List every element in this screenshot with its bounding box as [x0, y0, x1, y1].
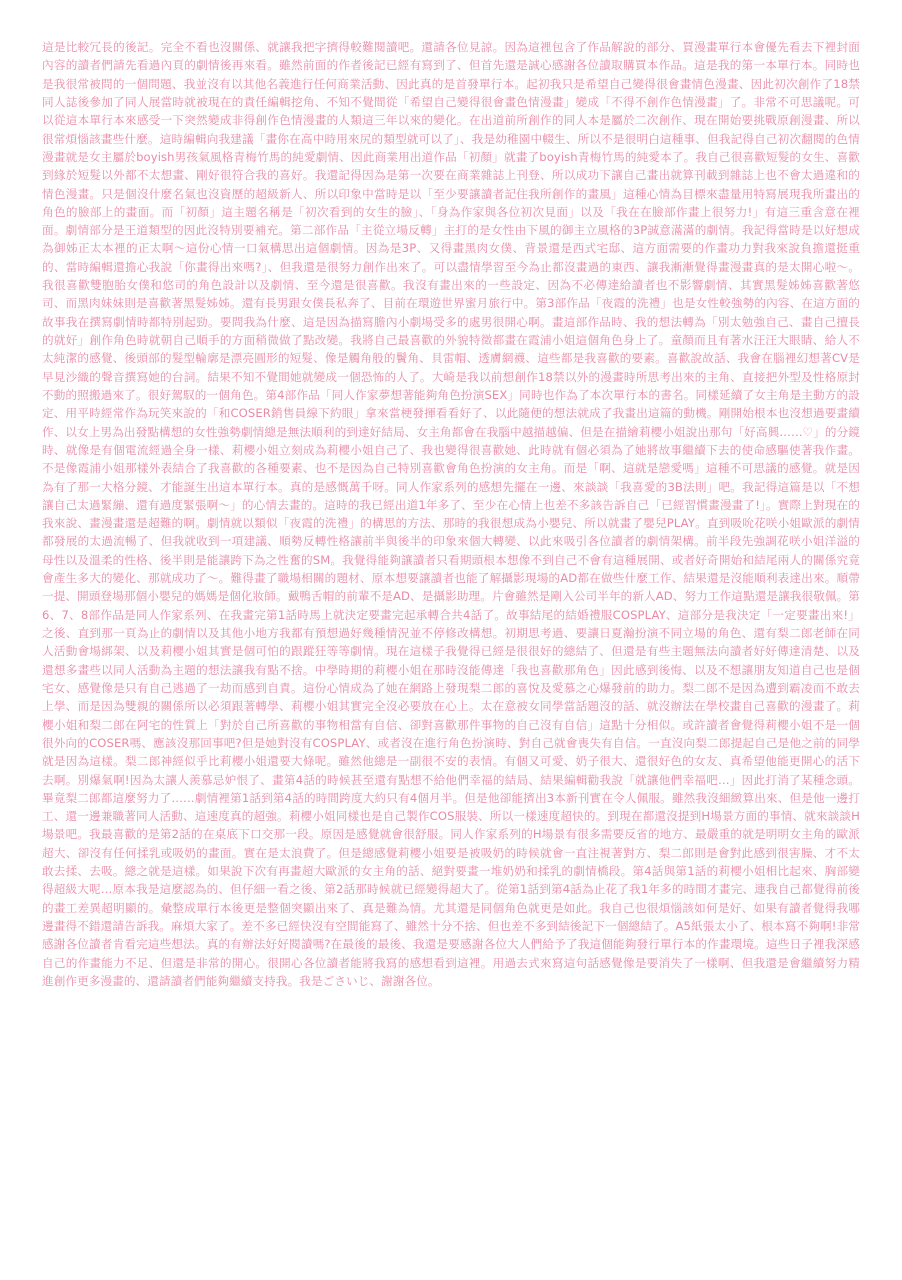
- afterword-body-text: 這是比較冗長的後記。完全不看也沒關係、就讓我把字擠得較難閱讀吧。還請各位見諒。因為這裡包含了作品解說的部分、買漫畫單行本會優先看去下裡封面內容的讀者們請先看過內頁的劇情後再來看。雖然前面的作者後記已經有寫到了、但首先還是誠心感謝各位讀取購買本作品。這是我的第一本單行本。同時也是我很常被問的一個問題、我並沒有以其他名義進行任何商業活動、因此真的是首發單行本。起初我只是希望自己變得很會畫情色漫畫、因此初次創作了18禁同人誌後參加了同人展當時就被現在的責任編輯挖角、不知不覺間從「希望自己變得很會畫色情漫畫」變成「不得不創作色情漫畫」了。非常不可思議呢。可以從這本單行本來感受一下突然變成非得創作色情漫畫的人類這三年以來的變化。在出道前所創作的同人本是屬於二次創作、現在開始要挑戰原創漫畫、所以很常煩惱該畫些什麼。這時編輯向我建議「畫你在高中時用來尻的類型就可以了」、我是幼稚園中輟生、所以不是很明白這種事、但我記得自己初次翻閱的色情漫畫就是女主屬於boyish男孩氣風格青梅竹馬的純愛劇情、因此商業用出道作品「初顏」就畫了boyish青梅竹馬的純愛本了。我自己很喜歡短髮的女生、喜歡到緣於短髮以外都不太想畫、剛好很符合我的喜好。我還記得因為是第一次要在商業雜誌上刊登、所以成功下讓自己畫出就算刊載到雜誌上也不會太過違和的情色漫畫。只是個沒什麼名氣也沒資歷的超級新人、所以印象中當時是以「至少要讓讀者記住我所創作的畫風」這種心情為目標來盡量用特寫展現我所畫出的角色的臉部上的畫面。而「初顏」這主題名稱是「初次看到的女生的臉」、「身為作家與各位初次見面」以及「我在在臉部作畫上很努力!」有這三重含意在裡面。劇情部分是王道類型的因此沒特別要補充。第二部作品「主從立場反轉」主打的是女性由下風的御主立風格的3P誠意滿滿的劇情。我記得當時是以好想成為御姊正太本裡的正太啊～這份心情一口氣構思出這個劇情。因為是3P、又得畫黑肉女僕、背景還是西式宅邸、這方面需要的作畫功力對我來說負擔還挺重的、當時編輯還擔心我說「你畫得出來嗎?」、但我還是很努力創作出來了。可以盡情學習至今為止都沒畫過的東西、讓我漸漸覺得畫漫畫真的是太開心啦～。我很喜歡雙胞胎女僕和悠司的角色設計以及劇情、至今還是很喜歡。我沒有畫出來的一些設定、因為不必傳達給讀者也不影響劇情、其實黑髮姊姊喜歡著悠司、而黑肉妹妹則是喜歡著黑髮姊姊。還有長男跟女僕長私奔了、目前在環遊世界蜜月旅行中。第3部作品「夜霞的洗禮」也是女性較強勢的內容、在這方面的故事我在撰寫劇情時都特別起勁。要問我為什麼、這是因為描寫膽內小劇場受多的處男很開心啊。畫這部作品時、我的想法轉為「別太勉強自己、畫自己擅長的就好」創作角色時就朝自己順手的方面稍微做了點改變。我將自己最喜歡的外貌特徵都畫在霞浦小姐這個角色身上了。童顏而且有著水汪汪大眼睛、給人不太純潔的感覺、後頭部的髮型輪廓是漂亮圓形的短髮、像是觸角般的鬢角、貝雷帽、透膚網襪、這些都是我喜歡的要素。喜歡說故話、我會在腦裡幻想著CV是早見沙織的聲音撰寫她的台詞。結果不知不覺間她就變成一個恐怖的人了。大崎是我以前想創作18禁以外的漫畫時所思考出來的主角、直接把外型及性格原封不動的照搬過來了。很好駕馭的一個角色。第4部作品「同人作家夢想著能夠角色扮演SEX」同時也作為了本次單行本的書名。同樣延續了女主角是主動方的設定、用平時經常作為玩笑來說的「和COSER銷售員線下約眼」拿來當梗發揮看看好了、以此隨便的想法就成了我畫出這篇的動機。剛開始根本也沒想過要畫續作、以女上男為出發點構想的女性強勢劇情總是無法順利的到達好結局、女主角都會在我腦中越描越偏、但是在描繪莉櫻小姐說出那句「好高興……♡」的分鏡時、就像是有個電流經過全身一樣、莉櫻小姐立刻成為莉櫻小姐自己了、我也變得很喜歡她、此時就有個必須為了她將故事繼續下去的使命感驅使著我作畫。不是像霞浦小姐那樣外表結合了我喜歡的各種要素、也不是因為自己特別喜歡會角色扮演的女主角。而是「啊、這就是戀愛嗎」這種不可思議的感覺。就是因為有了那一大格分鏡、才能誕生出這本單行本。真的是感慨萬千呀。同人作家系列的感想先擺在一邊、來談談「我喜愛的3B法則」吧。我記得這篇是以「不想讓自己太過緊繃、還有過度緊張啊～」的心情去畫的。這時的我已經出道1年多了、至少在心情上也差不多該告訴自己「已經習慣畫漫畫了!」。實際上對現在的我來說、畫漫畫還是超難的啊。劇情就以類似「夜霞的洗禮」的構思的方法、那時的我很想成為小嬰兒、所以就畫了嬰兒PLAY。直到吸吮花咲小姐歐派的劇情都發展的太過流暢了、但我就收到一項建議、順勢反轉性格讓前半與後半的印象來個大轉變、以此來吸引各位讀者的劇情架構。前半段先強調花咲小姐洋溢的母性以及溫柔的性格、後半則是能讓跨下為之性奮的SM。我覺得能夠讓讀者只看期頭根本想像不到自己不會有這種展開、或者好奇開始和結尾兩人的關係究竟會產生多大的變化、那就成功了～。難得畫了職場相關的題材、原本想要讓讀者也能了解攝影現場的AD都在做些什麼工作、結果還是沒能順利表達出來。順帶一提、開頭登場那個小嬰兒的媽媽是個化妝師。戴鴨舌帽的前輩不是AD、是攝影助理。片會雖然是剛入公司半年的新人AD、努力工作這點還是讓我很敬佩。第6、7、8部作品是同人作家系列、在我畫完第1話時馬上就決定要畫完起承轉合共4話了。故事結尾的結婚禮服COSPLAY、這部分是我決定「一定要畫出來!」之後、直到那一頁為止的劇情以及其他小地方我都有預想過好幾種情況並不停修改構想。初期思考過、要讓日夏瀚扮演不同立場的角色、還有梨二郎老師在同人活動會場綁架、以及莉櫻小姐其實是個可怕的跟蹤狂等等劇情。現在這樣子我覺得已經是很很好的總結了、但還是有些主題無法向讀者好好傳達清楚、以及還想多畫些以同人活動為主題的想法讓我有點不捨。中學時期的莉櫻小姐在那時沒能傳達「我也喜歡那角色」因此感到後悔、以及不想讓朋友知道自己也是個宅女、感覺像是只有自己逃過了一劫而感到自責。這份心情成為了她在網路上發現梨二郎的喜悅及愛慕之心爆發前的助力。梨二郎不是因為遭到霸凌而不敢去上學、而是因為雙親的關係所以必須跟著轉學、莉櫻小姐其實完全沒必要放在心上。太在意被女同學當話題沒的話、就沒辦法在學校畫自己喜歡的漫畫了。莉櫻小姐和梨二郎在阿宅的性質上「對於自己所喜歡的事物相當有自信、卻對喜歡那件事物的自己沒有自信」這點十分相似。或許讀者會覺得莉櫻小姐不是一個很外向的COSER嗎、應該沒那回事吧?但是她對沒有COSPLAY、或者沒在進行角色扮演時、對自己就會喪失有自信。一直沒向梨二郎提起自己是他之前的同學就是因為這樣。梨二郎神經似乎比莉櫻小姐還要大條呢。雖然他總是一副很不安的表情。有個又可愛、奶子很大、還很好色的女友、真希望他能更開心的活下去啊。別爆氣啊!因為太讓人羨慕忌妒恨了、畫第4話的時候甚至還有點想不給他們幸福的結局、結果編輯勸我說「就讓他們幸福吧…」因此打消了某種念頭。畢竟梨二郎都這麼努力了……劇情裡第1話到第4話的時間跨度大約只有4個月半。但是他卻能擠出3本新刊實在令人佩服。雖然我沒細緻算出來、但是他一邊打工、還一邊兼職著同人活動、這速度真的超強。莉櫻小姐同樣也是自己製作COS服裝、所以一樣速度超快的。到現在都還沒提到H場景方面的事情、就來談談H場景吧。我最喜歡的是第2話的在桌底下口交那一段。原因是感覺就會很舒服。同人作家系列的H場景有很多需要反省的地方、最嚴重的就是明明女主角的歐派超大、卻沒有任何揉乳或吸奶的畫面。實在是太浪費了。但是總感覺莉櫻小姐要是被吸奶的時候就會一直注視著對方、梨二郎則是會對此感到很害臊、才不太敢去揉、去吸。總之就是這樣。如果說下次有再畫超大歐派的女主角的話、絕對要畫一堆奶奶和揉乳的劇情橋段。第4話與第1話的莉櫻小姐相比起來、胸部變得超級大呢…原本我是這麼認為的、但仔細一看之後、第2話那時候就已經變得超大了。從第1話到第4話為止花了我1年多的時間才畫完、連我自己都覺得前後的畫工差異超明顯的。彙整成單行本後更是整個突顯出來了、真是難為情。尤其還是同個角色就更是如此。我自己也很煩惱該如何是好、如果有讀者覺得我哪邊畫得不錯還請告訴我。麻煩大家了。差不多已經快沒有空間能寫了、雖然十分不捨、但也差不多到結後記下一個總結了。A5紙張太小了、根本寫不夠啊!非常感謝各位讀者肯看完這些想法。真的有辦法好好閱讀嗎?在最後的最後、我還是要感謝各位大人們給予了我這個能夠發行單行本的作畫環境。這些日子裡我深感自己的作畫能力不足、但還是非常的開心。很開心各位讀者能將我寫的感想看到這裡。用過去式來寫這句話感覺像是要消失了一樣啊、但我還是會繼續努力精進創作更多漫畫的、還請讀者們能夠繼續支持我。我是ごさいじ、謝謝各位。: [42, 40, 860, 988]
